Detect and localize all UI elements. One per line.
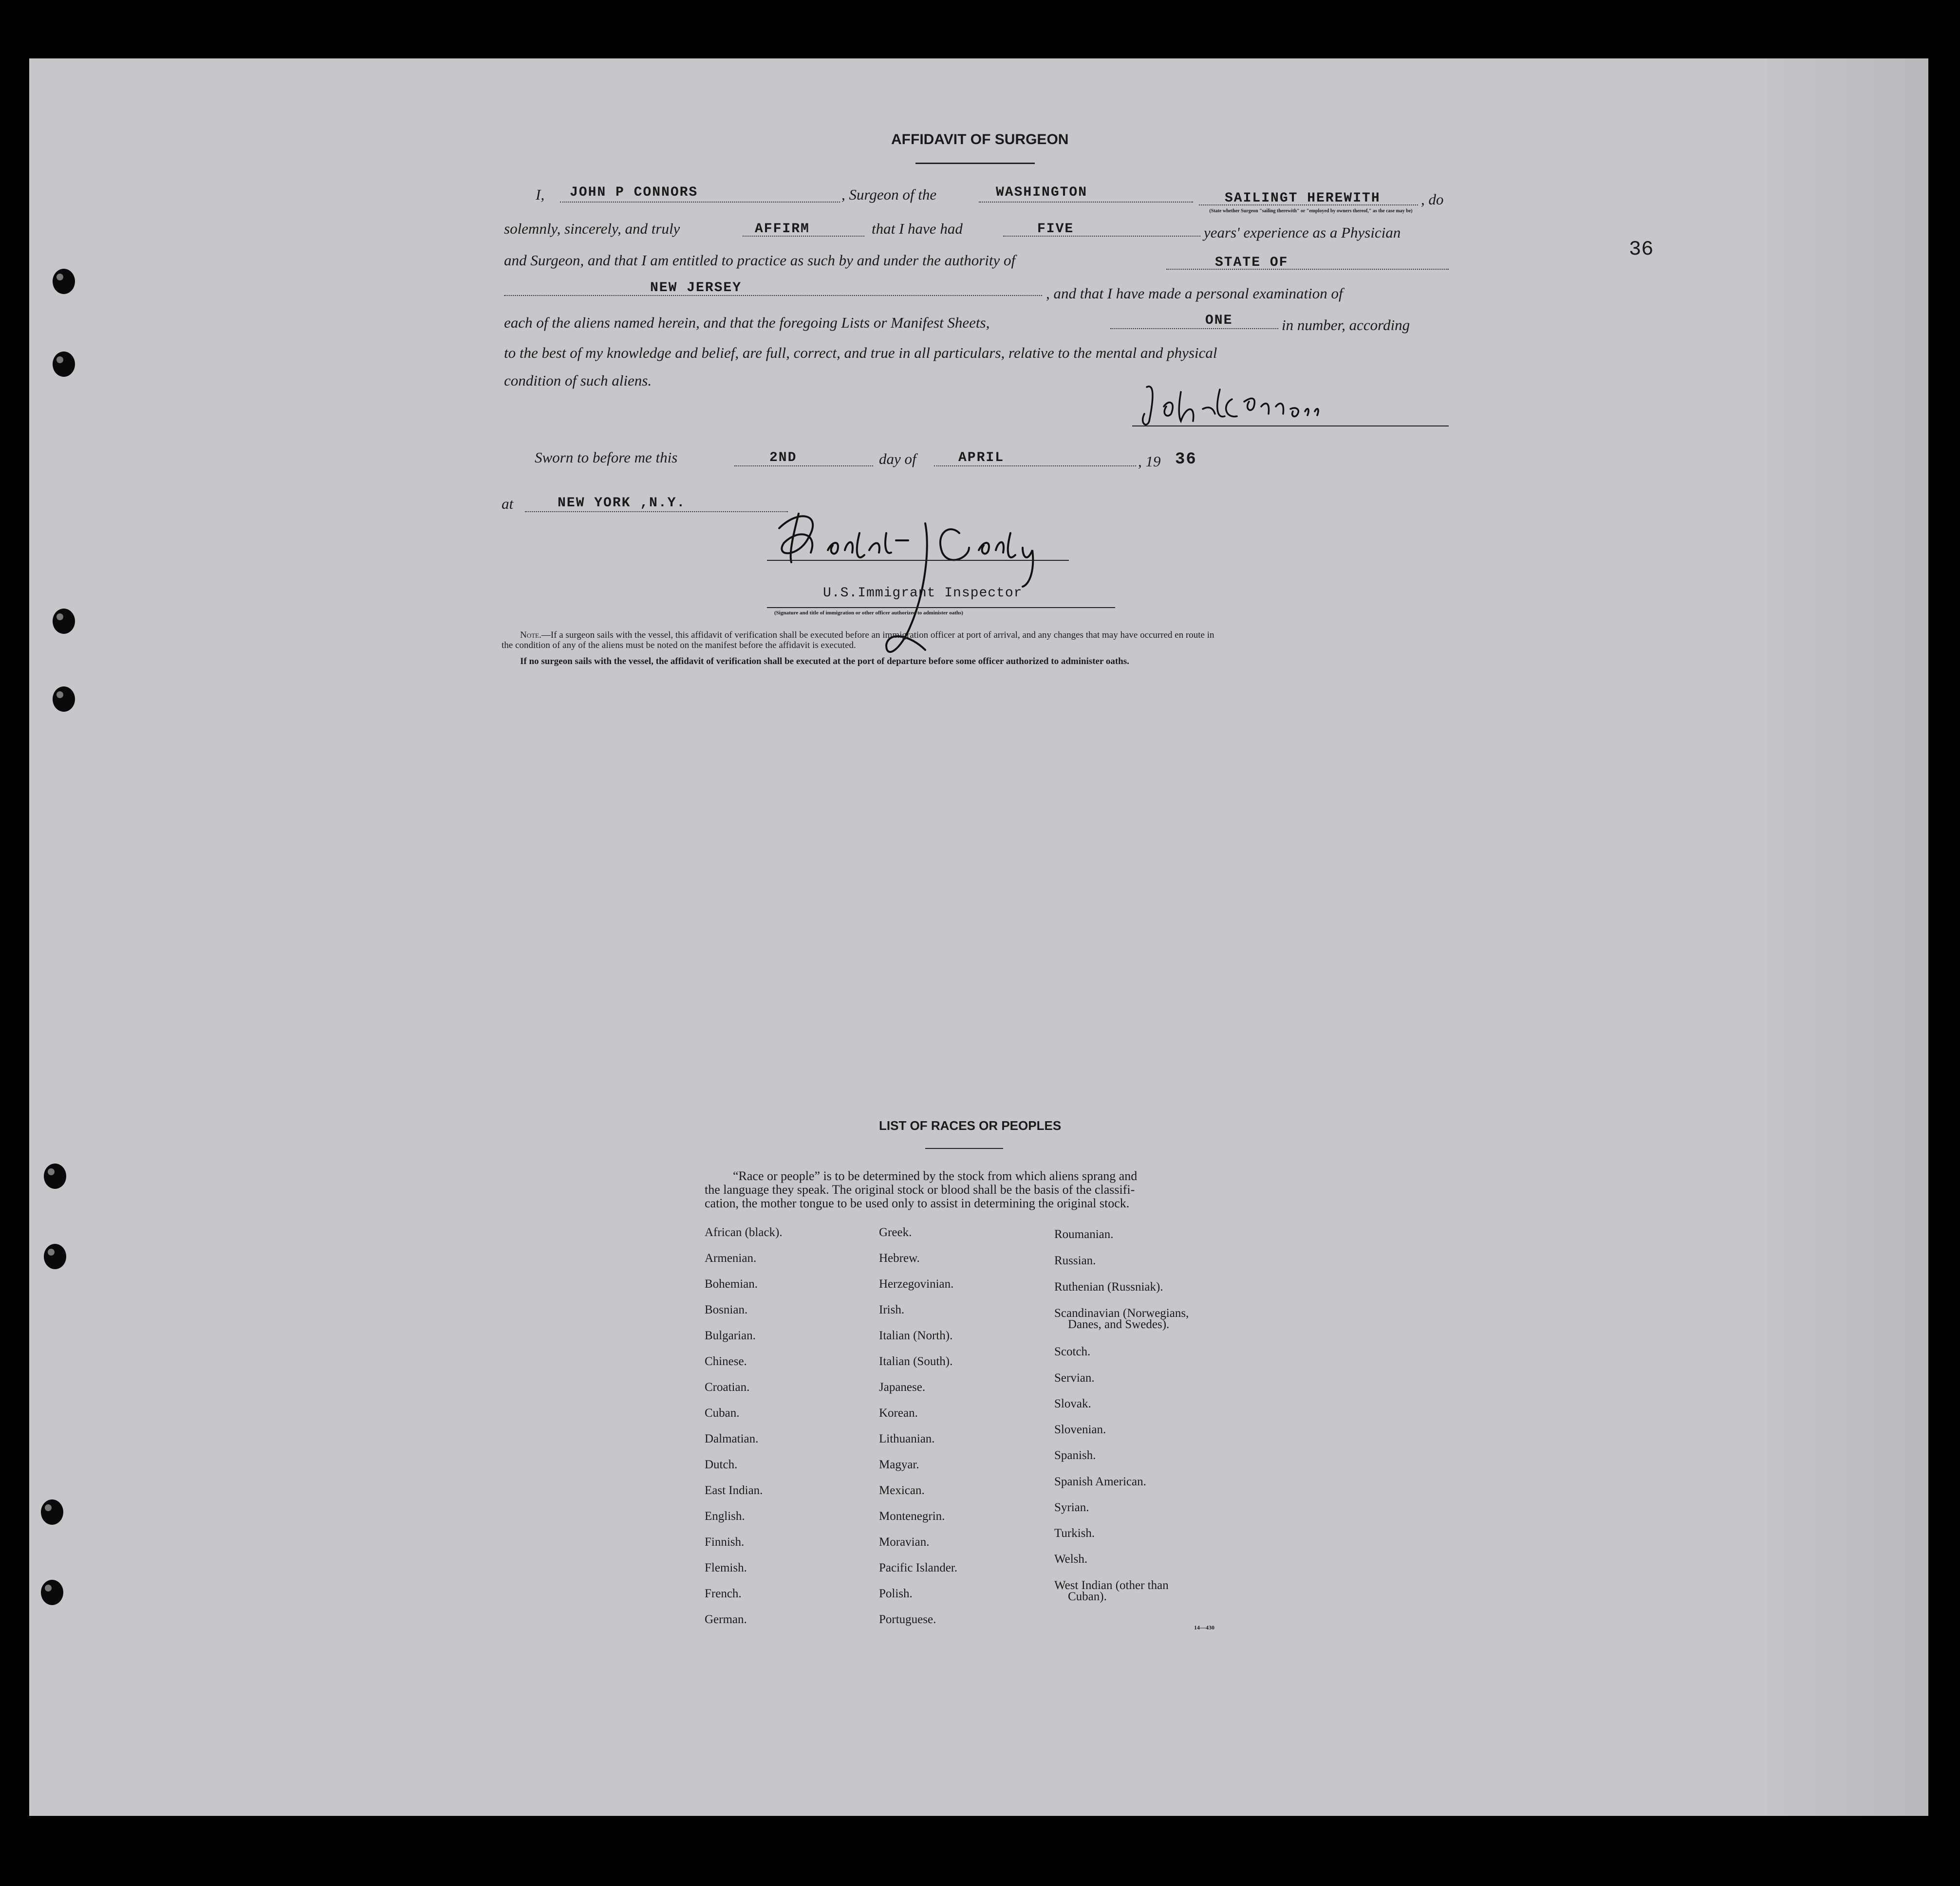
race-entry: Servian. — [1054, 1371, 1095, 1385]
race-entry: Slovenian. — [1054, 1423, 1106, 1436]
officer-signature-line — [767, 560, 1069, 561]
race-entry: Scotch. — [1054, 1345, 1091, 1358]
form-number: 14—430 — [1194, 1624, 1214, 1631]
oath-blank — [743, 236, 864, 237]
race-entry: Bosnian. — [705, 1303, 748, 1316]
punch-hole — [41, 1499, 63, 1525]
race-entry: Korean. — [879, 1406, 918, 1420]
line1-surgeon-of: , Surgeon of the — [841, 186, 937, 203]
sworn-day-of: day of — [879, 450, 916, 467]
line2-mid: that I have had — [872, 220, 963, 237]
race-entry: French. — [705, 1587, 742, 1600]
race-entry: Bulgarian. — [705, 1329, 756, 1342]
race-entry: Herzegovinian. — [879, 1277, 954, 1291]
race-entry: German. — [705, 1613, 747, 1626]
sworn-year-prefix: , 19 — [1138, 453, 1161, 470]
race-entry: Pacific Islander. — [879, 1561, 958, 1574]
line3-text: and Surgeon, and that I am entitled to practice as such by and under the authority of — [504, 252, 1016, 269]
years-blank — [1003, 236, 1200, 237]
sworn-day-field: 2ND — [769, 450, 797, 465]
race-entry: Italian (South). — [879, 1355, 953, 1368]
race-entry: Flemish. — [705, 1561, 747, 1574]
race-entry: Mexican. — [879, 1484, 925, 1497]
affidavit-note-3: If no surgeon sails with the vessel, the affidavit of verification shall be executed at the port of departure before some officer authorized to administer oaths. — [520, 656, 1129, 666]
punch-hole — [44, 1244, 66, 1269]
race-entry: Magyar. — [879, 1458, 919, 1471]
oath-field: AFFIRM — [755, 222, 810, 237]
ship-name-field: WASHINGTON — [996, 185, 1088, 200]
line7-text: condition of such aliens. — [504, 372, 652, 389]
sworn-day-blank — [734, 465, 873, 466]
page-number: 36 — [1629, 238, 1654, 261]
race-entry: West Indian (other than — [1054, 1579, 1169, 1592]
race-entry: English. — [705, 1510, 745, 1523]
race-entry: Welsh. — [1054, 1553, 1088, 1566]
race-entry: Lithuanian. — [879, 1432, 935, 1445]
sworn-prefix: Sworn to before me this — [535, 449, 678, 466]
at-place-field: NEW YORK ,N.Y. — [558, 496, 686, 511]
race-entry: Spanish American. — [1054, 1475, 1146, 1488]
affidavit-note-2: the condition of any of the aliens must be noted on the manifest before the affidavit is executed. — [502, 640, 856, 650]
race-entry: Turkish. — [1054, 1527, 1095, 1540]
status-note: (State whether Surgeon "sailing therewith" or "employed by owners thereof," as the case may be) — [1209, 208, 1413, 214]
surgeon-status-field: SAILINGT HEREWITH — [1225, 191, 1381, 206]
race-entry: Russian. — [1054, 1254, 1096, 1267]
authority-field: STATE OF — [1215, 255, 1288, 270]
punch-hole — [44, 1164, 66, 1189]
line2-prefix: solemnly, sincerely, and truly — [504, 220, 680, 237]
note-line-1: —If a surgeon sails with the vessel, this affidavit of verification shall be executed before an immigration officer at port of arrival, and any changes that may have occurred en route in — [541, 630, 1214, 640]
races-intro-1: “Race or people” is to be determined by the stock from which aliens sprang and — [733, 1169, 1138, 1183]
ship-name-blank — [979, 202, 1193, 203]
race-entry: African (black). — [705, 1226, 783, 1239]
race-entry: Ruthenian (Russniak). — [1054, 1280, 1163, 1294]
punch-hole — [53, 686, 75, 712]
officer-caption: (Signature and title of immigration or other officer authorized to administer oaths) — [774, 610, 963, 616]
race-entry: Roumanian. — [1054, 1228, 1114, 1241]
punch-hole — [53, 351, 75, 377]
race-entry: Bohemian. — [705, 1277, 758, 1291]
races-intro-2: the language they speak. The original stock or blood shall be the basis of the classifi- — [705, 1183, 1135, 1197]
note-label: Note. — [520, 630, 541, 640]
at-place-blank — [525, 511, 788, 512]
race-entry: East Indian. — [705, 1484, 763, 1497]
race-entry: Dalmatian. — [705, 1432, 759, 1445]
line5-suffix: in number, according — [1282, 316, 1410, 333]
surgeon-signature-line — [1132, 425, 1449, 426]
race-entry: Danes, and Swedes). — [1068, 1318, 1170, 1331]
race-entry: Greek. — [879, 1226, 912, 1239]
sworn-month-field: APRIL — [958, 450, 1005, 465]
race-entry: Finnish. — [705, 1535, 745, 1549]
line5-text: each of the aliens named herein, and that the foregoing Lists or Manifest Sheets, — [504, 314, 990, 331]
years-field: FIVE — [1037, 222, 1074, 237]
page-fold-shadow — [1768, 58, 1928, 1816]
races-title-underline — [925, 1148, 1003, 1149]
authority-blank — [1166, 269, 1449, 270]
race-entry: Armenian. — [705, 1252, 757, 1265]
officer-title: U.S.Immigrant Inspector — [823, 586, 1023, 601]
race-entry: Irish. — [879, 1303, 905, 1316]
race-entry: Spanish. — [1054, 1449, 1096, 1462]
affidavit-title: AFFIDAVIT OF SURGEON — [891, 131, 1069, 148]
surgeon-status-blank — [1199, 204, 1418, 205]
race-entry: Cuban). — [1068, 1590, 1107, 1603]
race-entry: Chinese. — [705, 1355, 747, 1368]
race-entry: Croatian. — [705, 1381, 750, 1394]
race-entry: Montenegrin. — [879, 1510, 945, 1523]
race-entry: Slovak. — [1054, 1397, 1091, 1410]
line6-text: to the best of my knowledge and belief, are full, correct, and true in all particulars, relative to the mental and physical — [504, 344, 1217, 361]
race-entry: Italian (North). — [879, 1329, 953, 1342]
line1-prefix: I, — [536, 186, 545, 203]
races-title: LIST OF RACES OR PEOPLES — [879, 1118, 1062, 1133]
line4-text: , and that I have made a personal examination of — [1046, 285, 1343, 302]
sworn-year-field: 36 — [1175, 450, 1197, 469]
officer-title-line — [767, 607, 1115, 608]
at-prefix: at — [502, 495, 514, 512]
race-entry: Japanese. — [879, 1381, 926, 1394]
line2-suffix: years' experience as a Physician — [1204, 224, 1401, 241]
punch-hole — [53, 269, 75, 294]
race-entry: Polish. — [879, 1587, 913, 1600]
race-entry: Hebrew. — [879, 1252, 920, 1265]
sworn-month-blank — [934, 465, 1136, 466]
race-entry: Scandinavian (Norwegians, — [1054, 1307, 1189, 1320]
race-entry: Moravian. — [879, 1535, 930, 1549]
sheet-count-blank — [1110, 328, 1278, 329]
surgeon-name-blank — [560, 202, 840, 203]
sheet-count-field: ONE — [1205, 313, 1233, 328]
race-entry: Dutch. — [705, 1458, 738, 1471]
races-intro-3: cation, the mother tongue to be used only to assist in determining the original stock. — [705, 1196, 1130, 1210]
affidavit-note-1 — [520, 630, 1214, 640]
line1-suffix: , do — [1421, 191, 1444, 208]
race-entry: Syrian. — [1054, 1501, 1089, 1514]
surgeon-name-field: JOHN P CONNORS — [570, 185, 698, 200]
punch-hole — [53, 609, 75, 634]
authority-cont-field: NEW JERSEY — [650, 280, 742, 296]
race-entry: Portuguese. — [879, 1613, 936, 1626]
punch-hole — [41, 1580, 63, 1605]
race-entry: Cuban. — [705, 1406, 740, 1420]
authority-cont-blank — [504, 295, 1042, 296]
title-underline — [915, 163, 1035, 164]
